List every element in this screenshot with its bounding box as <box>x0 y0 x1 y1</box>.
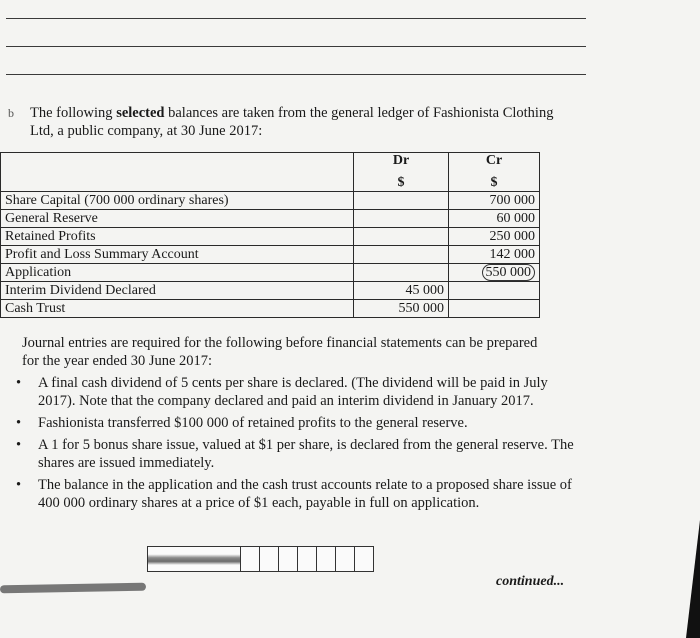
table-row <box>1 192 540 210</box>
ledger-balances-table <box>0 152 540 318</box>
dr-value <box>354 228 449 246</box>
table-row <box>1 300 540 318</box>
table-row <box>1 264 540 282</box>
page-edge-shadow <box>686 520 700 638</box>
cr-value: 60 000 <box>449 210 540 228</box>
cr-unit: $ <box>449 171 540 192</box>
question-intro <box>30 104 590 140</box>
dr-value <box>354 246 449 264</box>
dr-value <box>354 210 449 228</box>
journal-line-1: Journal entries are required for the following before financial statements can be prepared <box>22 335 538 351</box>
transaction-list <box>12 374 582 516</box>
account-name: Interim Dividend Declared <box>1 282 354 300</box>
account-name: General Reserve <box>1 210 354 228</box>
account-name: Application <box>1 264 354 282</box>
continued-label: continued... <box>496 574 565 589</box>
bullet-icon: • <box>16 415 22 431</box>
table-row <box>1 246 540 264</box>
account-name: Profit and Loss Summary Account <box>1 246 354 264</box>
list-item: • Fashionista transferred $100 000 of retained profits to the general reserve. <box>16 415 468 431</box>
journal-instructions <box>22 334 582 370</box>
answer-box <box>147 546 241 572</box>
answer-line-3 <box>6 74 586 75</box>
answer-box <box>354 546 374 572</box>
account-name: Retained Profits <box>1 228 354 246</box>
table-header-row <box>1 153 540 172</box>
answer-box <box>297 546 317 572</box>
cr-value <box>449 282 540 300</box>
bullet-icon: • <box>16 375 22 391</box>
cr-value: 250 000 <box>449 228 540 246</box>
dr-value <box>354 192 449 210</box>
dr-value: 550 000 <box>354 300 449 318</box>
cr-value <box>449 300 540 318</box>
cr-header: Cr <box>449 153 540 172</box>
pen-smudge <box>0 583 146 594</box>
question-marker: b <box>8 106 14 120</box>
cr-value: 142 000 <box>449 246 540 264</box>
table-row <box>1 228 540 246</box>
bullet-icon: • <box>16 437 22 453</box>
bullet-icon: • <box>16 477 22 493</box>
answer-boxes <box>148 546 374 572</box>
journal-line-2: for the year ended 30 June 2017: <box>22 353 213 369</box>
account-name: Share Capital (700 000 ordinary shares) <box>1 192 354 210</box>
dr-value <box>354 264 449 282</box>
intro-text-post: balances are taken from the general ledger of Fashionista Clothing <box>164 105 554 121</box>
answer-box <box>335 546 355 572</box>
table-unit-row <box>1 171 540 192</box>
answer-box <box>278 546 298 572</box>
table-row <box>1 210 540 228</box>
account-name: Cash Trust <box>1 300 354 318</box>
answer-line-1 <box>6 18 586 19</box>
dr-unit: $ <box>354 171 449 192</box>
answer-box <box>240 546 260 572</box>
cr-value: 700 000 <box>449 192 540 210</box>
cr-value <box>449 264 540 282</box>
dr-value: 45 000 <box>354 282 449 300</box>
intro-text-pre: The following <box>30 105 117 121</box>
answer-box <box>316 546 336 572</box>
list-item: • A final cash dividend of 5 cents per share is declared. (The dividend will be paid in July 2017). Note that the company declared and paid an interim dividend in January 2017. <box>16 375 548 409</box>
list-item: • The balance in the application and the cash trust accounts relate to a proposed share issue of 400 000 ordinary shares at a price of $1 each, payable in full on application. <box>16 477 572 511</box>
dr-header: Dr <box>354 153 449 172</box>
intro-text-line2: Ltd, a public company, at 30 June 2017: <box>30 123 263 139</box>
answer-line-2 <box>6 46 586 47</box>
circled-value: 550 000 <box>482 264 536 281</box>
list-item: • A 1 for 5 bonus share issue, valued at $1 per share, is declared from the general reserve. The shares are issued immediately. <box>16 437 574 471</box>
answer-box <box>259 546 279 572</box>
table-row <box>1 282 540 300</box>
intro-text-bold: selected <box>116 105 165 121</box>
